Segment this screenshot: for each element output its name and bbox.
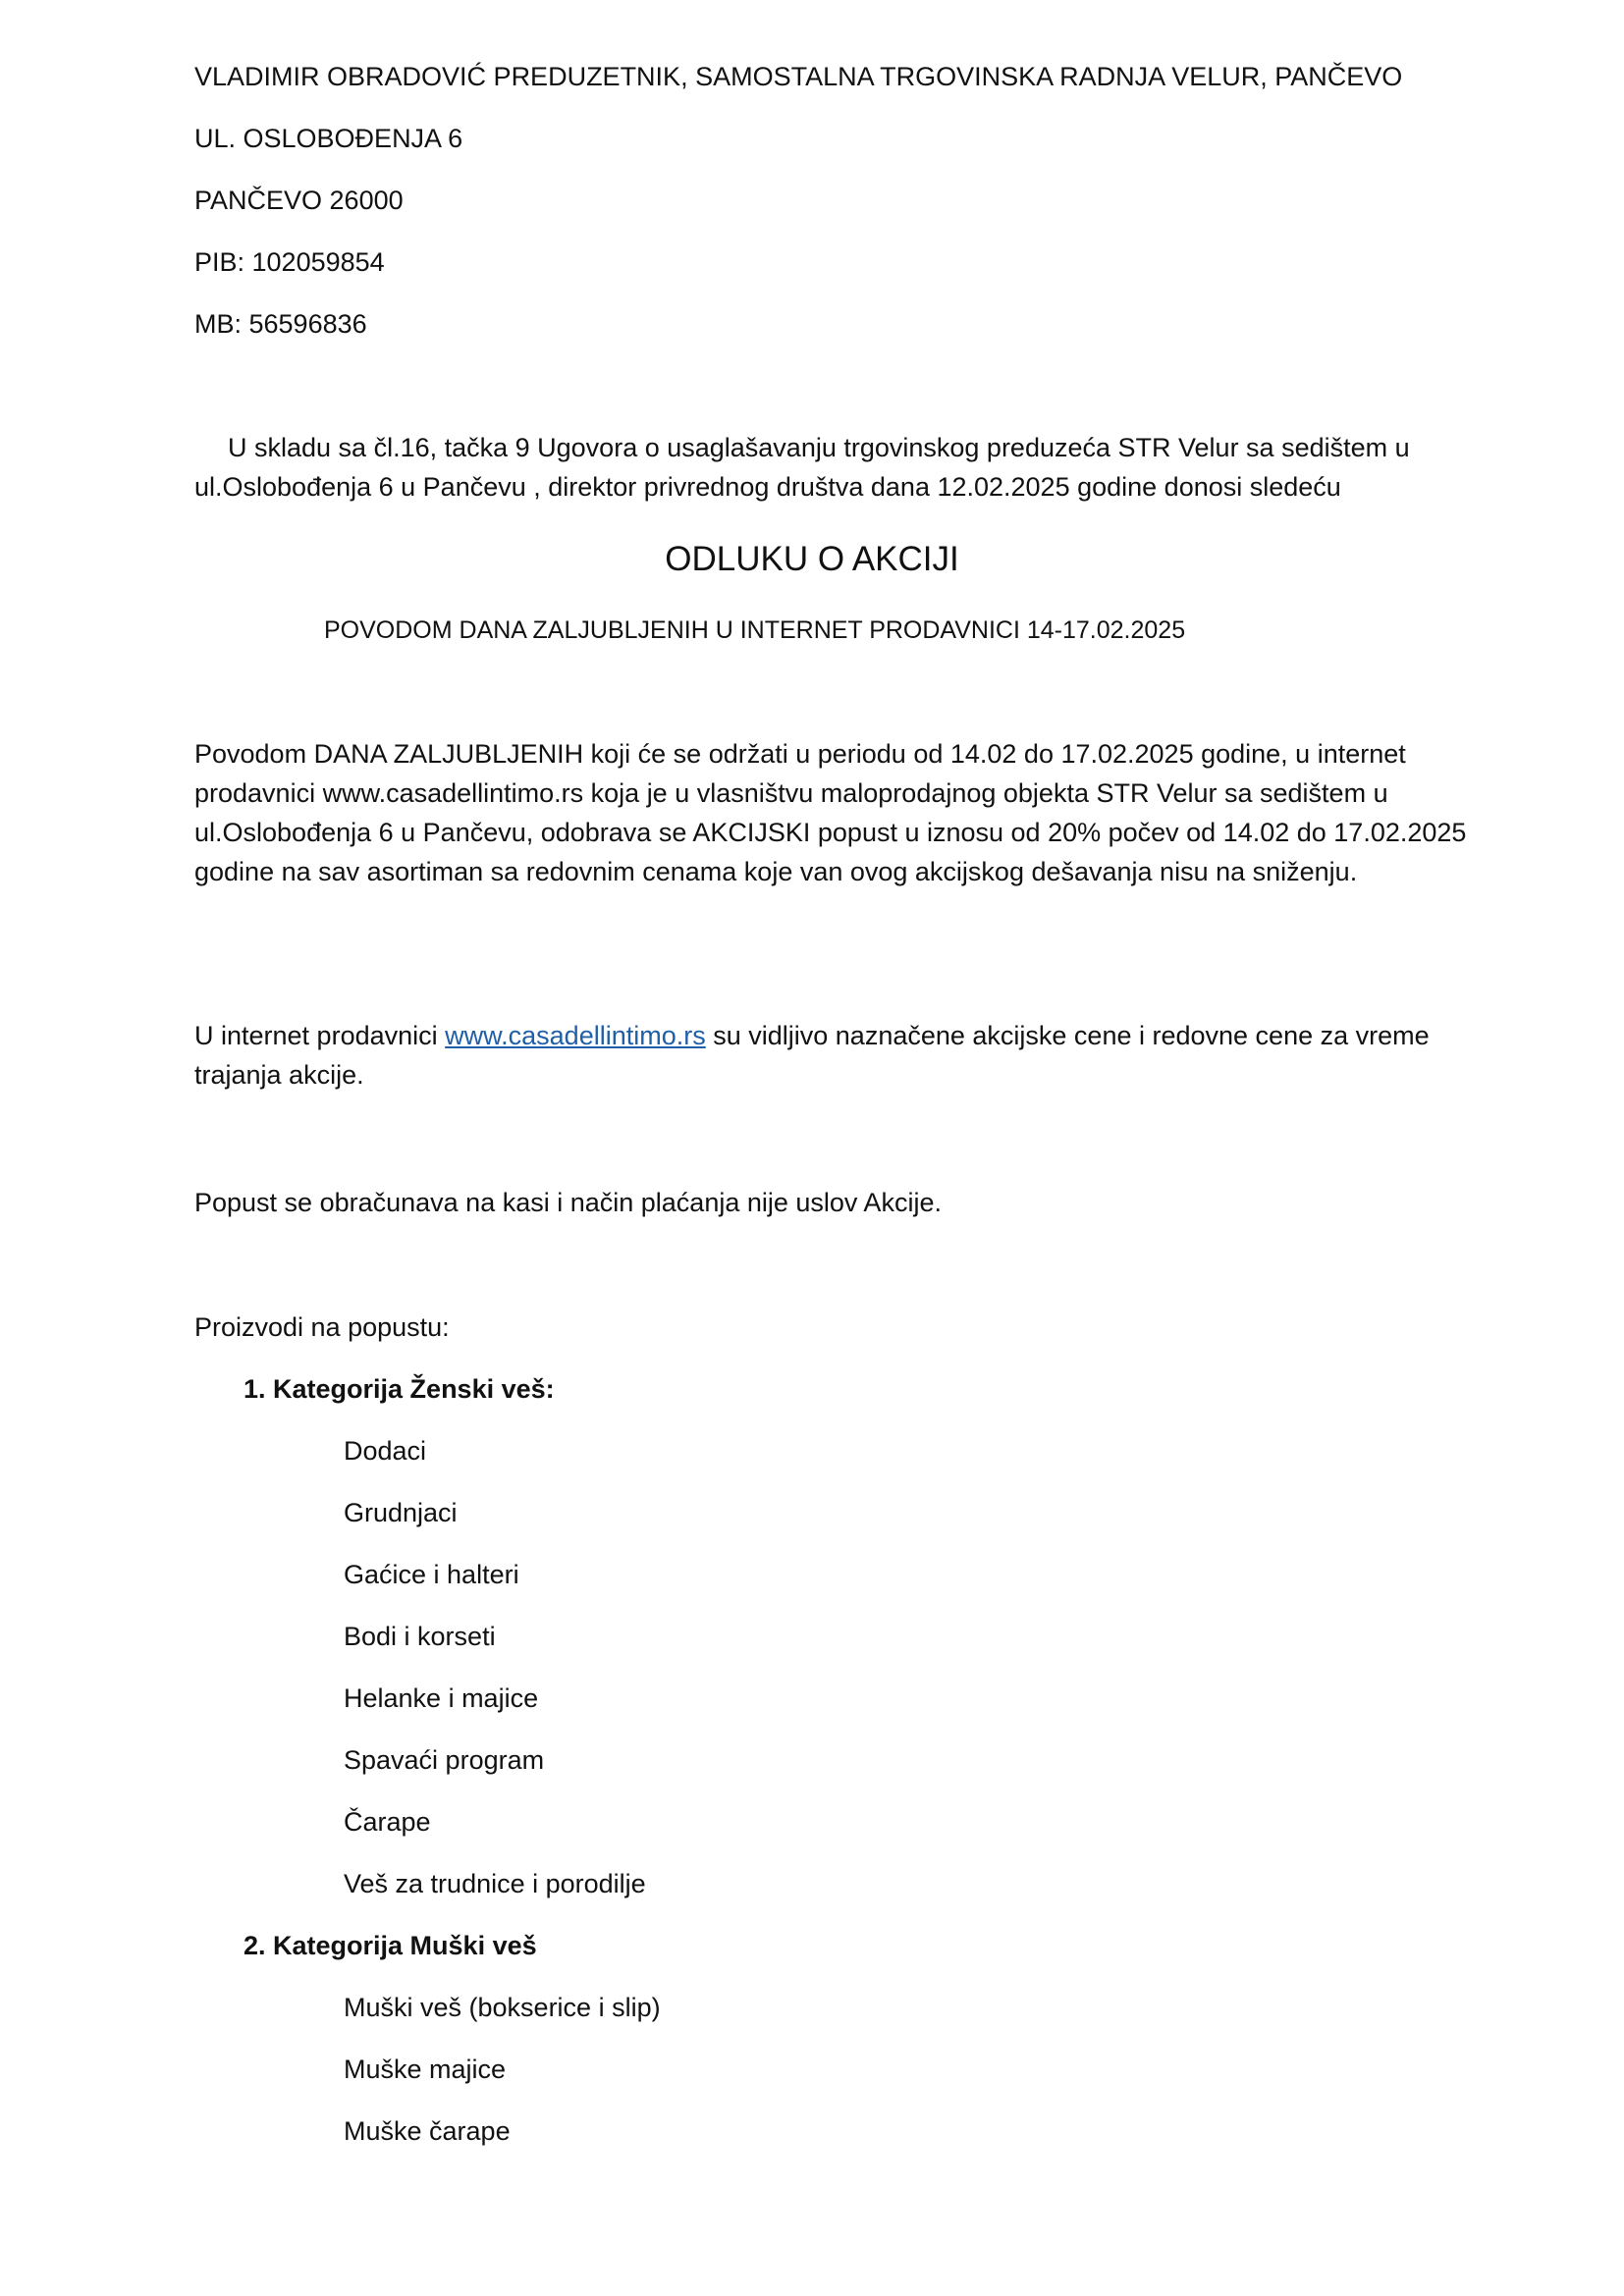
category-heading: 1. Kategorija Ženski veš: xyxy=(244,1374,555,1404)
shop-link[interactable]: www.casadellintimo.rs xyxy=(445,1021,706,1050)
list-item: Helanke i majice xyxy=(344,1683,539,1713)
list-item: Veš za trudnice i porodilje xyxy=(344,1869,646,1898)
web-note-after: su vidljivo naznačene akcijske cene i redovne cene za vreme trajanja akcije. xyxy=(194,1021,1430,1090)
list-item: Muške majice xyxy=(344,2055,507,2084)
list-item: Čarape xyxy=(344,1807,431,1837)
list-item: Spavaći program xyxy=(344,1745,545,1775)
products-heading: Proizvodi na popustu: xyxy=(194,1312,450,1342)
payment-note: Popust se obračunava na kasi i način plaćanja nije uslov Akcije. xyxy=(194,1188,942,1217)
list-item: Gaćice i halteri xyxy=(344,1560,519,1589)
preamble-paragraph: U skladu sa čl.16, tačka 9 Ugovora o usaglašavanju trgovinskog preduzeća STR Velur sa sedištem u ul.Oslobođenja 6 u Pančevu , direktor privrednog društva dana 12.02.2025 godine donosi sledeću xyxy=(194,433,1410,502)
list-item: Dodaci xyxy=(344,1436,427,1466)
document-title: ODLUKU O AKCIJI xyxy=(665,540,959,578)
company-city: PANČEVO 26000 xyxy=(194,186,404,215)
company-name: VLADIMIR OBRADOVIĆ PREDUZETNIK, SAMOSTALNA TRGOVINSKA RADNJA VELUR, PANČEVO xyxy=(194,62,1403,91)
company-pib: PIB: 102059854 xyxy=(194,247,385,277)
list-item: Muški veš (bokserice i slip) xyxy=(344,1993,661,2022)
list-item: Grudnjaci xyxy=(344,1498,458,1527)
list-item: Bodi i korseti xyxy=(344,1622,496,1651)
company-street: UL. OSLOBOĐENJA 6 xyxy=(194,124,463,153)
category-heading: 2. Kategorija Muški veš xyxy=(244,1931,537,1960)
list-item: Muške čarape xyxy=(344,2116,511,2146)
web-note-paragraph xyxy=(194,1016,1471,1095)
document-subtitle: POVODOM DANA ZALJUBLJENIH U INTERNET PRODAVNICI 14-17.02.2025 xyxy=(324,616,1186,644)
body-paragraph: Povodom DANA ZALJUBLJENIH koji će se održati u periodu od 14.02 do 17.02.2025 godine, u internet prodavnici www.casadellintimo.rs koja je u vlasništvu maloprodajnog objekta STR Velur sa sedištem u ul.Oslobođenja 6 u Pančevu, odobrava se AKCIJSKI popust u iznosu od 20% počev od 14.02 do 17.02.2025 godine na sav asortiman sa redovnim cenama koje van ovog akcijskog dešavanja nisu na sniženju. xyxy=(194,739,1467,886)
web-note-before: U internet prodavnici xyxy=(194,1021,446,1050)
company-mb: MB: 56596836 xyxy=(194,309,367,339)
